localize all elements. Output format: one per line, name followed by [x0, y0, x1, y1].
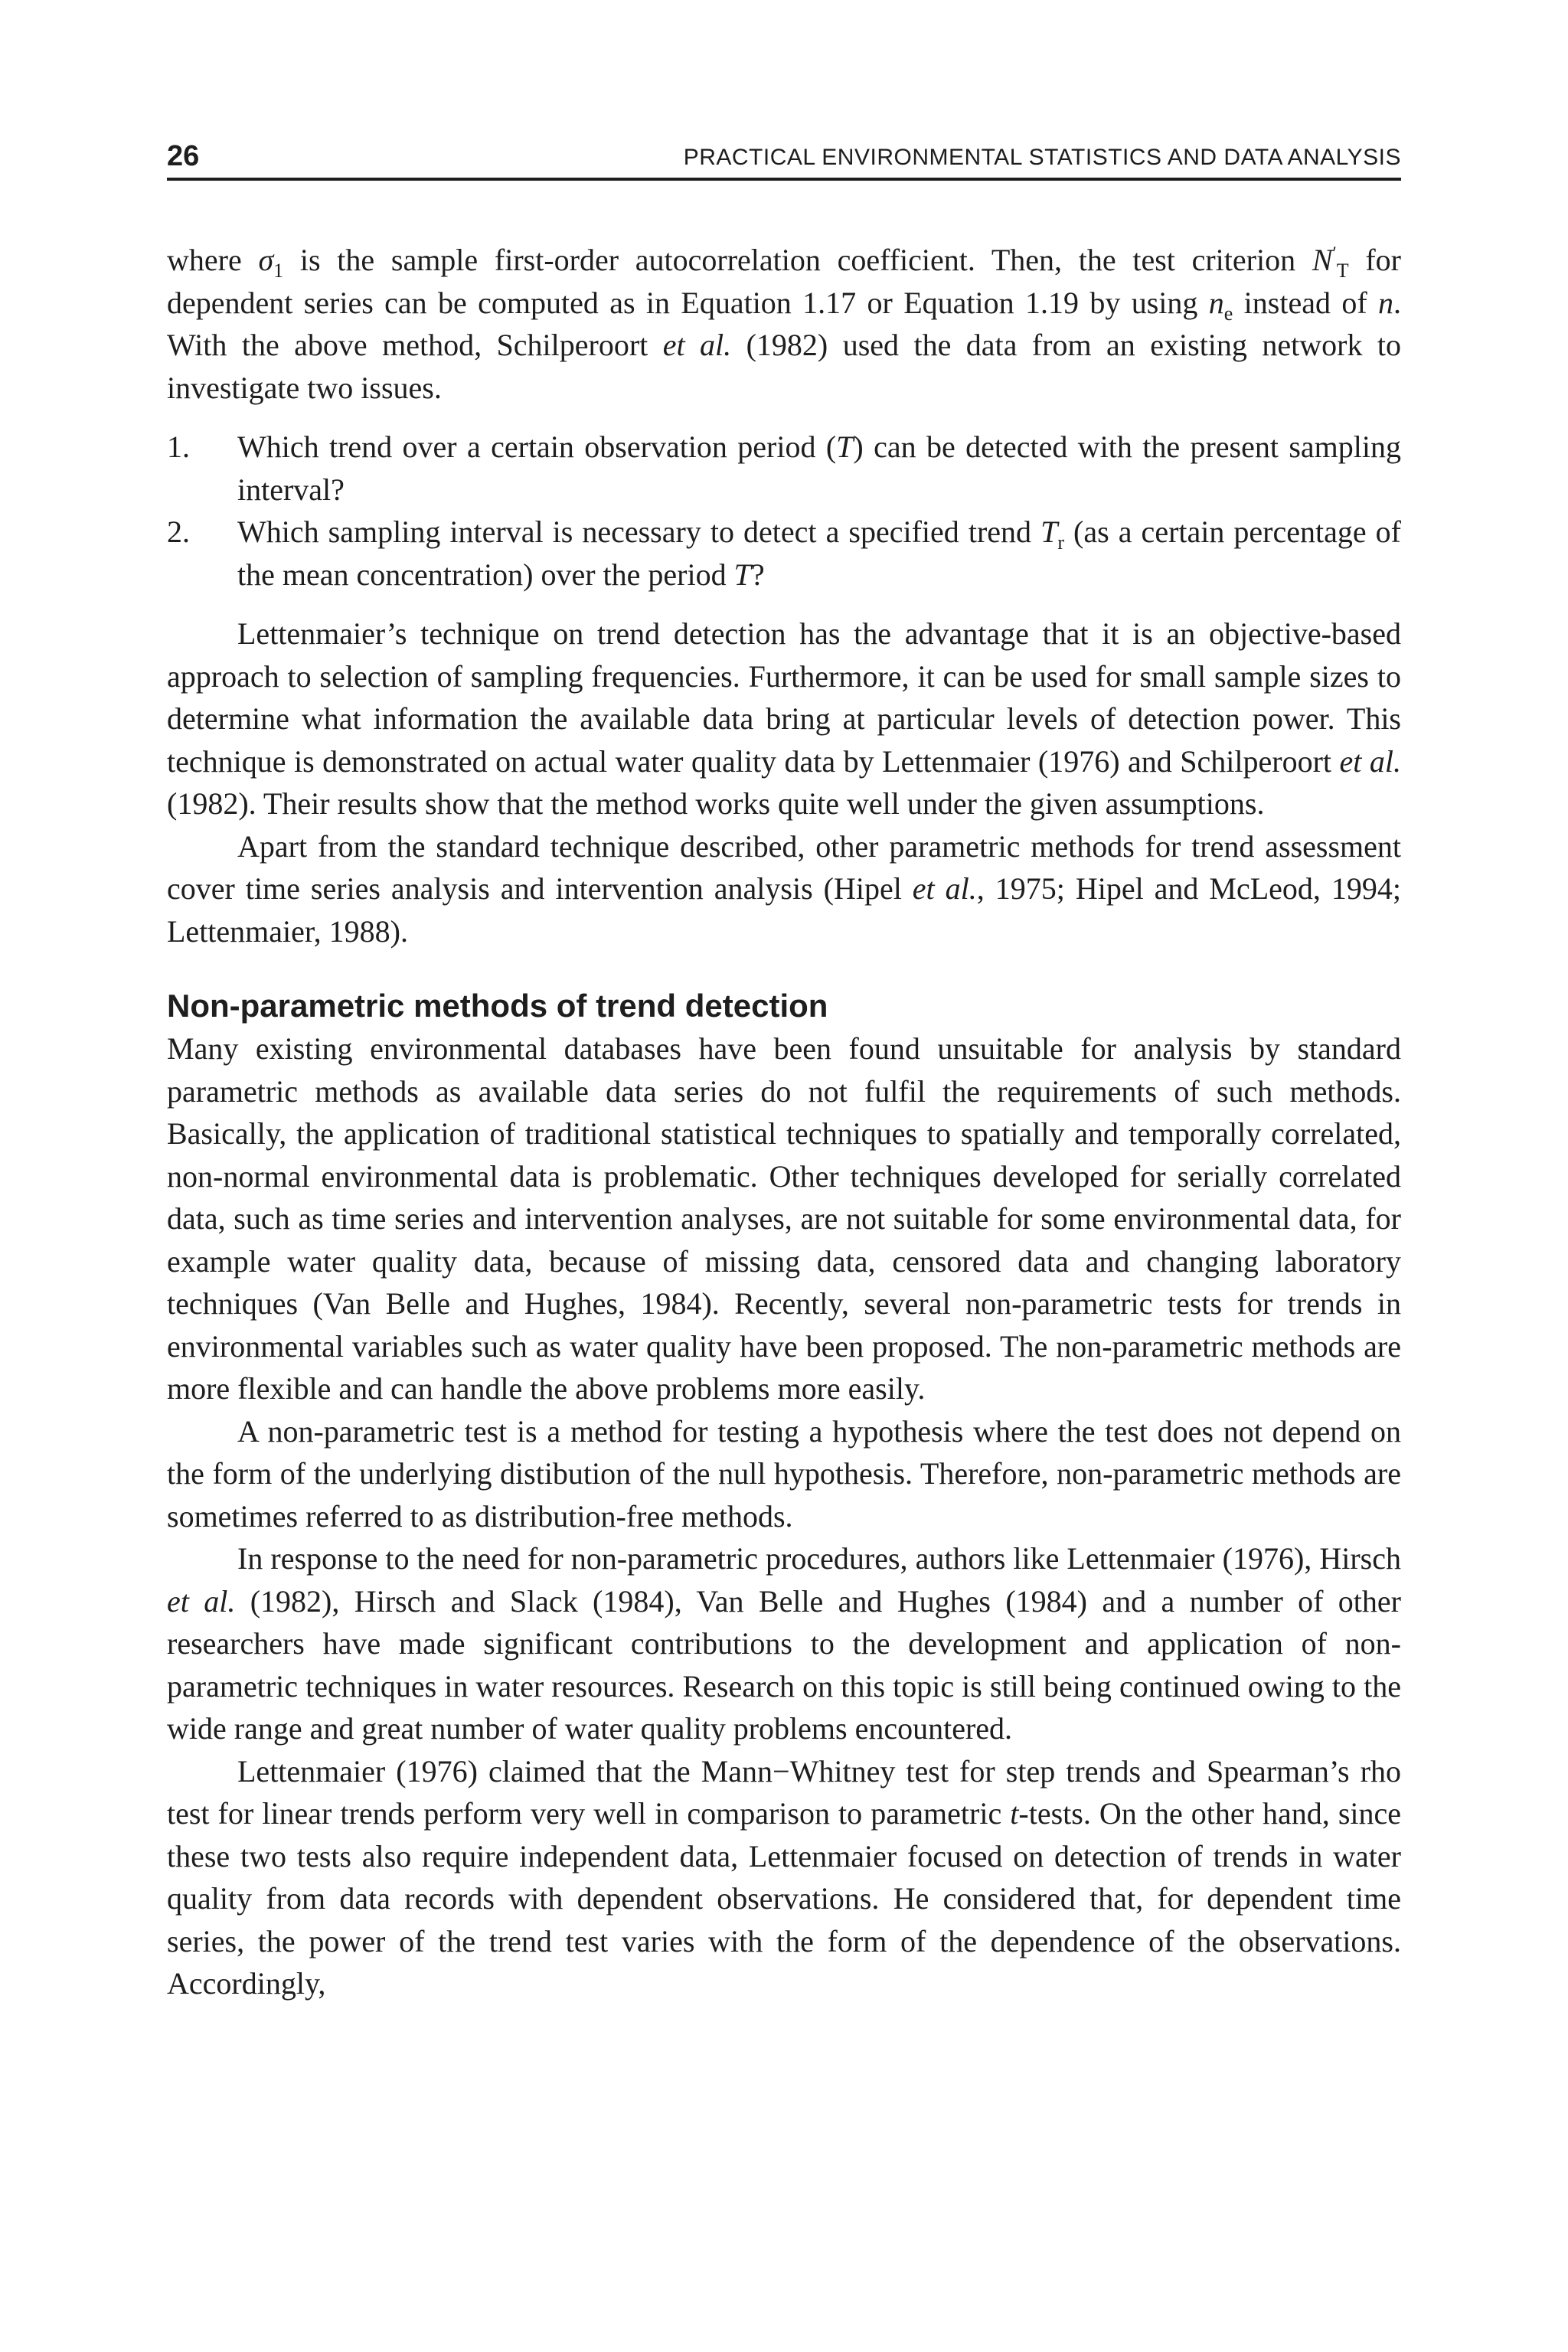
list-item: 2. Which sampling interval is necessary to detect a specified trend $T_r$ (as a certain percentage of the mean concentration) over the period T?	[167, 514, 1402, 592]
paragraph-contributions: In response to the need for non-parametric procedures, authors like Lettenmaier (1976), Hirsch et al. (1982), Hirsch and Slack (1984), Van Belle and Hughes (1984) and a number of other researchers have made significant contributions to the development and application of non-parametric techniques in water resources. Research on this topic is still being continued owing to the wide range and great number of water quality problems encountered.	[167, 1541, 1401, 1746]
page-number: 26	[167, 140, 200, 172]
paragraph-lettenmaier-technique: Lettenmaier’s technique on trend detection has the advantage that it is an objective-based approach to selection of sampling frequencies. Furthermore, it can be used for small sample sizes to determine what information the available data bring at particular levels of detection power. This technique is demonstrated on actual water quality data by Lettenmaier (1976) and Schilperoort et al. (1982). Their results show that the method works quite well under the given assumptions.	[167, 616, 1401, 821]
page-header	[167, 139, 1401, 181]
intro-paragraph: where $\sigma_1$ is the sample first-order autocorrelation coefficient. Then, the test criterion $N'_T$ for dependent series can be computed as in Equation 1.17 or Equation 1.19 by using $n_e$ instead of n. With the above method, Schilperoort et al. (1982) used the data from an existing network to investigate two issues.	[167, 243, 1402, 405]
running-head: PRACTICAL ENVIRONMENTAL STATISTICS AND DATA ANALYSIS	[683, 145, 1401, 170]
body-text	[167, 239, 1401, 2005]
list-item: 1. Which trend over a certain observation period (T) can be detected with the present sampling interval?	[167, 430, 1401, 507]
paragraph-unsuitable-databases: Many existing environmental databases have been found unsuitable for analysis by standard parametric methods as available data series do not fulfil the requirements of such methods. Basically, the application of traditional statistical techniques to spatially and temporally correlated, non-normal environmental data is problematic. Other techniques developed for serially correlated data, such as time series and intervention analyses, are not suitable for some environmental data, for example water quality data, because of missing data, censored data and changing laboratory techniques (Van Belle and Hughes, 1984). Recently, several non-parametric tests for trends in environmental variables such as water quality have been proposed. The non-parametric methods are more flexible and can handle the above problems more easily.	[167, 1031, 1401, 1406]
paragraph-mann-whitney: Lettenmaier (1976) claimed that the Mann−Whitney test for step trends and Spearman’s rho test for linear trends perform very well in comparison to parametric t-tests. On the other hand, since these two tests also require independent data, Lettenmaier focused on detection of trends in water quality from data records with dependent observations. He considered that, for dependent time series, the power of the trend test varies with the form of the dependence of the observations. Accordingly,	[167, 1753, 1401, 2001]
numbered-list	[167, 426, 1401, 596]
paragraph-nonparametric-definition: A non-parametric test is a method for testing a hypothesis where the test does not depend on the form of the underlying distibution of the null hypothesis. Therefore, non-parametric methods are sometimes referred to as distribution-free methods.	[167, 1413, 1401, 1534]
paragraph-other-methods: Apart from the standard technique described, other parametric methods for trend assessment cover time series analysis and intervention analysis (Hipel et al., 1975; Hipel and McLeod, 1994; Lettenmaier, 1988).	[167, 828, 1402, 949]
section-heading: Non-parametric methods of trend detection	[167, 988, 828, 1024]
